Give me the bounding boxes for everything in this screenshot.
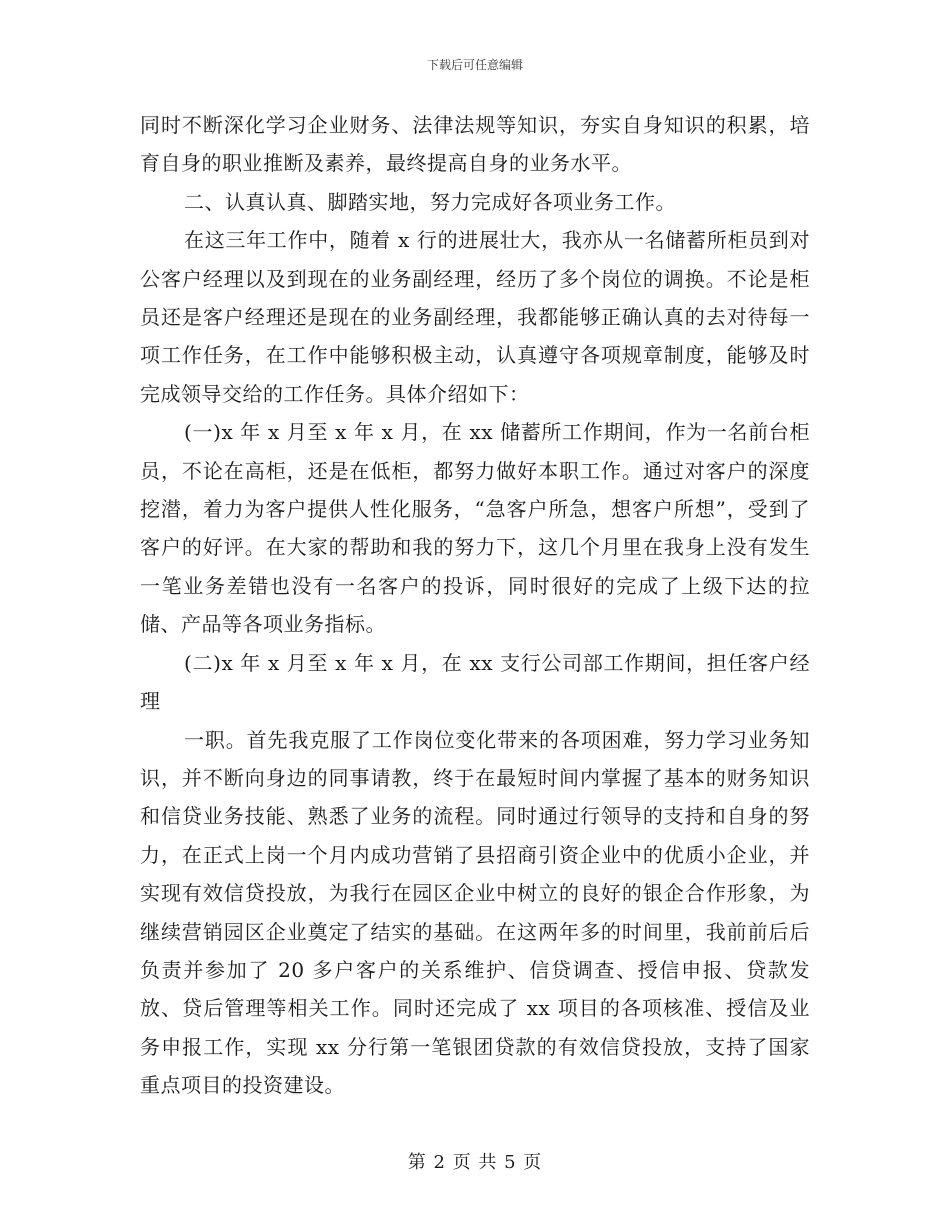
- page-header: 下载后可任意编辑: [426, 58, 523, 72]
- page-footer: 第 2 页 共 5 页: [407, 1152, 543, 1173]
- paragraph-4: (一)x 年 x 月至 x 年 x 月，在 xx 储蓄所工作期间，作为一名前台柜员，不论在高柜，还是在低柜，都努力做好本职工作。通过对客户的深度挖潜，着力为客户提供人性化服务，“急客户所急，想客户所想”，受到了客户的好评。在大家的帮助和我的努力下，这几个月里在我身上没有发生一笔业务差错也没有一名客户的投诉，同时很好的完成了上级下达的拉储、产品等各项业务指标。: [140, 420, 810, 637]
- paragraph-5: (二)x 年 x 月至 x 年 x 月，在 xx 支行公司部工作期间，担任客户经理: [140, 650, 810, 714]
- paragraph-2: 二、认真认真、脚踏实地，努力完成好各项业务工作。: [184, 189, 676, 214]
- paragraph-3: 在这三年工作中，随着 x 行的进展壮大，我亦从一名储蓄所柜员到对公客户经理以及到现在的业务副经理，经历了多个岗位的调换。不论是柜员还是客户经理还是现在的业务副经理，我都能够正确认真的去对待每一项工作任务，在工作中能够积极主动，认真遵守各项规章制度，能够及时完成领导交给的工作任务。具体介绍如下：: [140, 228, 810, 406]
- paragraph-6: 一职。首先我克服了工作岗位变化带来的各项困难，努力学习业务知识，并不断向身边的同事请教，终于在最短时间内掌握了基本的财务知识和信贷业务技能、熟悉了业务的流程。同时通过行领导的支持和自身的努力，在正式上岗一个月内成功营销了县招商引资企业中的优质小企业，并实现有效信贷投放，为我行在园区企业中树立的良好的银企合作形象，为继续营销园区企业奠定了结实的基础。在这两年多的时间里，我前前后后负责并参加了 20 多户客户的关系维护、信贷调查、授信申报、贷款发放、贷后管理等相关工作。同时还完成了 xx 项目的各项核准、授信及业务申报工作，实现 xx 分行第一笔银团贷款的有效信贷投放，支持了国家重点项目的投资建设。: [140, 727, 810, 1098]
- document-body: [140, 106, 810, 1105]
- paragraph-1: 同时不断深化学习企业财务、法律法规等知识，夯实自身知识的积累，培育自身的职业推断及素养，最终提高自身的业务水平。: [140, 113, 810, 176]
